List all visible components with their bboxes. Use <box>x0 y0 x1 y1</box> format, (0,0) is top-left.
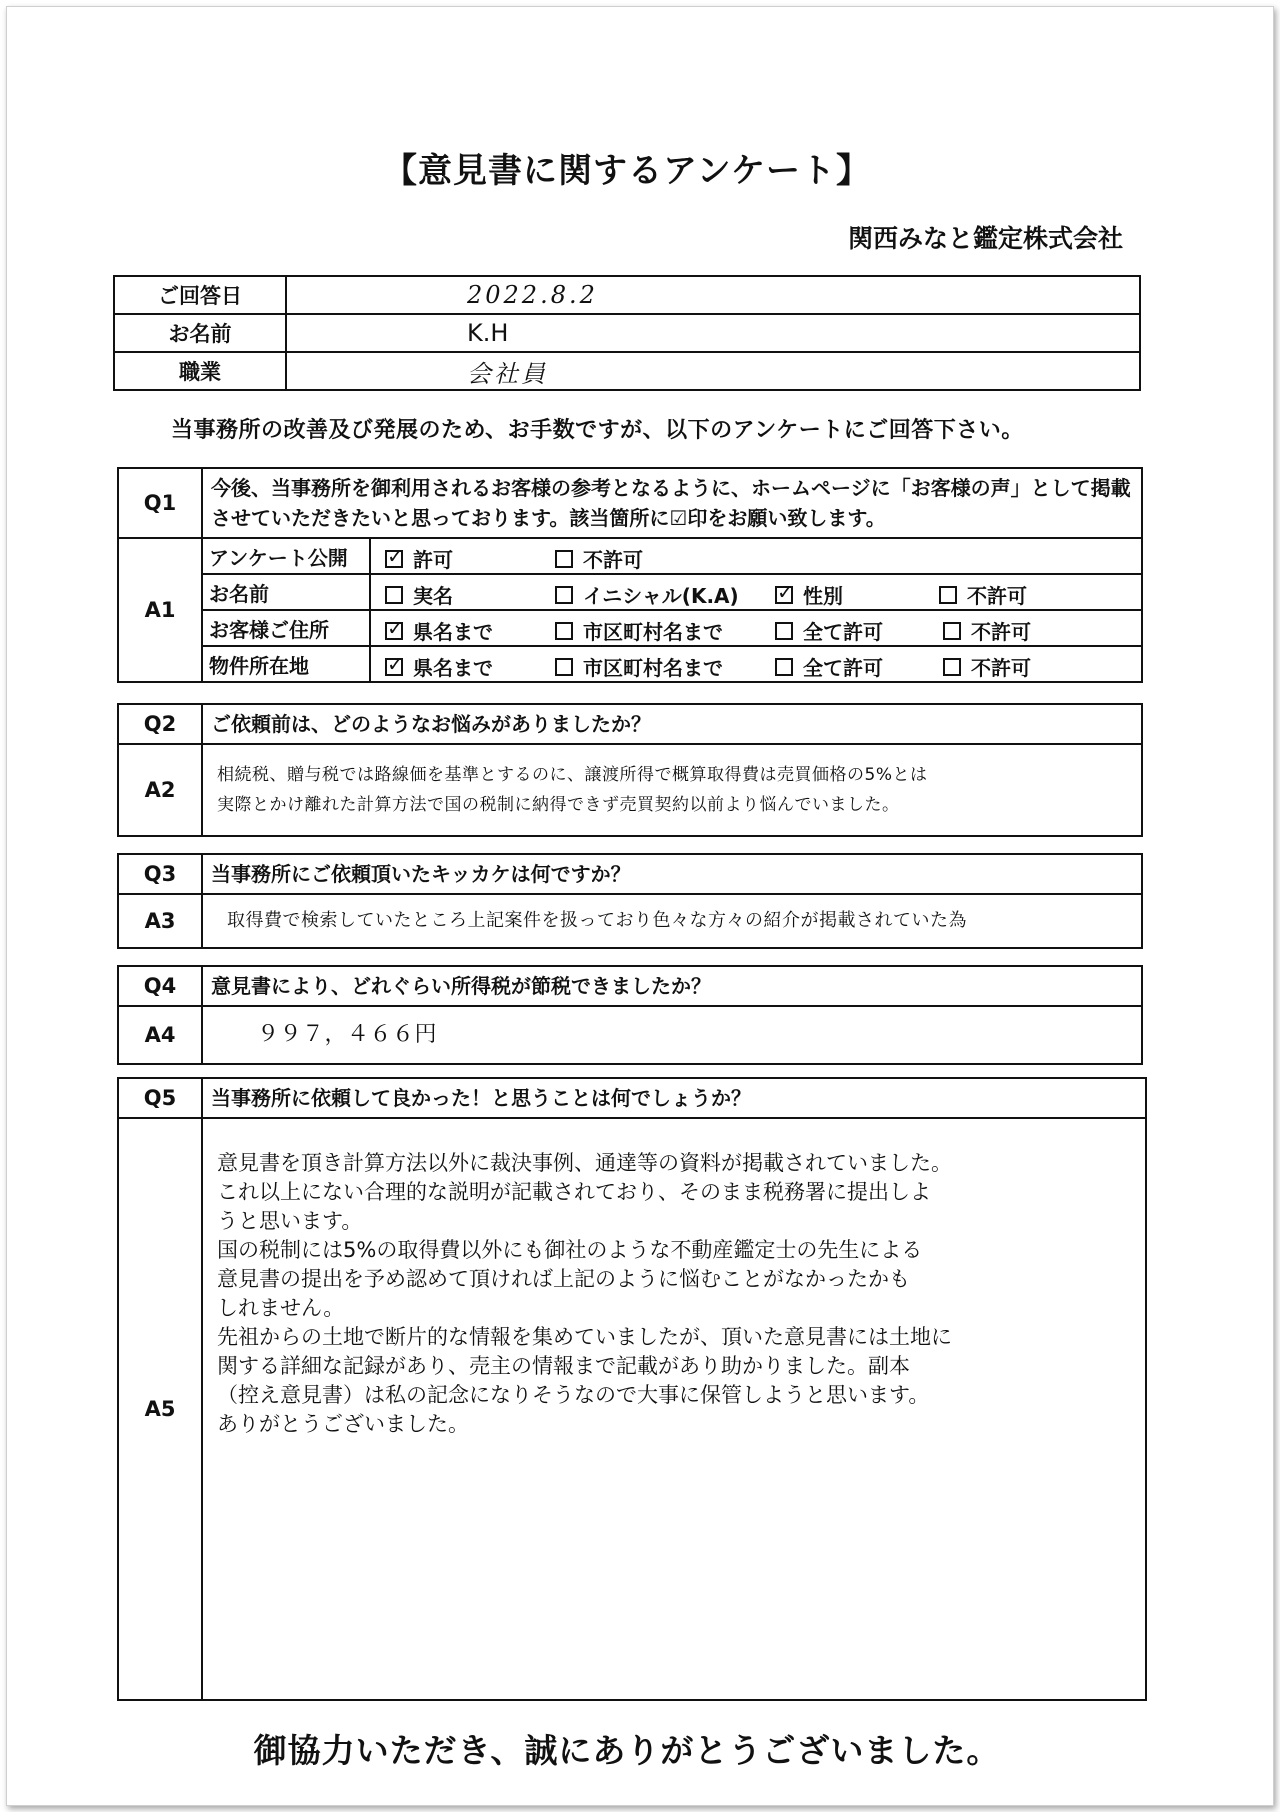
respondent-info-table <box>113 275 1141 391</box>
a5-line: ありがとうございました。 <box>217 1412 469 1436</box>
checkbox-empty-icon <box>555 550 573 568</box>
checkbox-checked-icon <box>385 658 403 676</box>
name-label: お名前 <box>114 314 286 352</box>
option-label: 市区町村名まで <box>583 620 723 644</box>
info-row-date <box>114 276 1140 314</box>
option-label: 不許可 <box>583 548 643 572</box>
a2-text <box>202 744 1142 836</box>
q3-label: Q3 <box>118 854 202 894</box>
company-name: 関西みなと鑑定株式会社 <box>847 224 1123 253</box>
option-real-name[interactable] <box>385 580 453 609</box>
q1-table <box>117 467 1143 683</box>
q2-row <box>118 704 1142 744</box>
option-label: 全て許可 <box>803 620 883 644</box>
option-label: 不許可 <box>967 584 1027 608</box>
a5-row <box>118 1118 1146 1700</box>
option-label: 許可 <box>413 548 453 572</box>
checkbox-empty-icon <box>775 658 793 676</box>
q5-text: 当事務所に依頼して良かった！と思うことは何でしょうか？ <box>202 1078 1146 1118</box>
checkbox-checked-icon <box>385 550 403 568</box>
q4-row <box>118 966 1142 1006</box>
a1-row-1 <box>118 574 1142 610</box>
option-label: 市区町村名まで <box>583 656 723 680</box>
q4-label: Q4 <box>118 966 202 1006</box>
a2-row <box>118 744 1142 836</box>
option-city[interactable] <box>555 652 723 681</box>
q1-text: 今後、当事務所を御利用されるお客様の参考となるように、ホームページに「お客様の声」として掲載させていただきたいと思っております。該当箇所に☑印をお願い致します。 <box>202 468 1142 538</box>
a1-row-2 <box>118 610 1142 646</box>
checkbox-empty-icon <box>555 622 573 640</box>
a1-options-name <box>370 574 1142 610</box>
option-label: 実名 <box>413 584 453 608</box>
a1-key-name: お名前 <box>202 574 370 610</box>
a5-line: 関する詳細な記録があり、売主の情報まで記載があり助かりました。副本 <box>217 1354 910 1378</box>
job-value: 会社員 <box>286 352 1140 390</box>
option-name-deny[interactable] <box>939 580 1027 609</box>
option-address-deny[interactable] <box>943 616 1031 645</box>
info-row-name <box>114 314 1140 352</box>
a4-text: ９９７，４６６円 <box>202 1006 1142 1064</box>
q2-label: Q2 <box>118 704 202 744</box>
option-city[interactable] <box>555 616 723 645</box>
a5-line: うと思います。 <box>217 1209 363 1233</box>
a3-text: 取得費で検索していたところ上記案件を扱っており色々な方々の紹介が掲載されていた為 <box>202 894 1142 948</box>
q5-row <box>118 1078 1146 1118</box>
q5-table <box>117 1077 1147 1701</box>
a1-label: A1 <box>118 538 202 682</box>
a5-line: 意見書の提出を予め認めて頂ければ上記のように悩むことがなかったかも <box>217 1267 910 1291</box>
q3-table <box>117 853 1143 949</box>
page-title: 【意見書に関するアンケート】 <box>383 151 871 191</box>
q5-label: Q5 <box>118 1078 202 1118</box>
survey-sheet <box>6 6 1274 1806</box>
closing-message: 御協力いただき、誠にありがとうございました。 <box>253 1731 1001 1770</box>
a2-label: A2 <box>118 744 202 836</box>
job-label: 職業 <box>114 352 286 390</box>
option-label: 不許可 <box>971 620 1031 644</box>
date-label: ご回答日 <box>114 276 286 314</box>
option-label: 県名まで <box>413 620 493 644</box>
a1-key-property: 物件所在地 <box>202 646 370 682</box>
option-all[interactable] <box>775 616 883 645</box>
option-prefecture[interactable] <box>385 652 493 681</box>
option-permit[interactable] <box>385 544 453 573</box>
a3-row <box>118 894 1142 948</box>
info-row-job <box>114 352 1140 390</box>
a1-options-property <box>370 646 1142 682</box>
q3-row <box>118 854 1142 894</box>
a2-line: 相続税、贈与税では路線価を基準とするのに、譲渡所得で概算取得費は売買価格の5%とは <box>217 765 928 785</box>
option-label: 県名まで <box>413 656 493 680</box>
a1-row-0 <box>118 538 1142 574</box>
a4-row <box>118 1006 1142 1064</box>
checkbox-checked-icon <box>385 622 403 640</box>
a3-label: A3 <box>118 894 202 948</box>
option-gender[interactable] <box>775 580 843 609</box>
a2-line: 実際とかけ離れた計算方法で国の税制に納得できず売買契約以前より悩んでいました。 <box>217 795 900 815</box>
q3-text: 当事務所にご依頼頂いたキッカケは何ですか？ <box>202 854 1142 894</box>
a5-line: 先祖からの土地で断片的な情報を集めていましたが、頂いた意見書には土地に <box>217 1325 952 1349</box>
a5-label: A5 <box>118 1118 202 1700</box>
q4-text: 意見書により、どれぐらい所得税が節税できましたか？ <box>202 966 1142 1006</box>
checkbox-empty-icon <box>555 658 573 676</box>
q4-table <box>117 965 1143 1065</box>
a1-options-address <box>370 610 1142 646</box>
intro-text: 当事務所の改善及び発展のため、お手数ですが、以下のアンケートにご回答下さい。 <box>171 418 1024 443</box>
option-label: 全て許可 <box>803 656 883 680</box>
checkbox-empty-icon <box>943 622 961 640</box>
a1-row-3 <box>118 646 1142 682</box>
name-value: K.H <box>286 314 1140 352</box>
a5-text <box>202 1118 1146 1700</box>
option-deny[interactable] <box>555 544 643 573</box>
a5-line: これ以上にない合理的な説明が記載されており、そのまま税務署に提出しよ <box>217 1180 931 1204</box>
q2-table <box>117 703 1143 837</box>
option-property-deny[interactable] <box>943 652 1031 681</box>
checkbox-empty-icon <box>555 586 573 604</box>
a1-key-publish: アンケート公開 <box>202 538 370 574</box>
a5-line: 国の税制には5%の取得費以外にも御社のような不動産鑑定士の先生による <box>217 1238 923 1262</box>
q2-text: ご依頼前は、どのようなお悩みがありましたか？ <box>202 704 1142 744</box>
option-label: 不許可 <box>971 656 1031 680</box>
checkbox-empty-icon <box>775 622 793 640</box>
a5-line: （控え意見書）は私の記念になりそうなので大事に保管しようと思います。 <box>217 1383 930 1407</box>
a4-label: A4 <box>118 1006 202 1064</box>
a5-line: しれません。 <box>217 1296 345 1320</box>
option-initials[interactable] <box>555 580 739 609</box>
checkbox-checked-icon <box>775 586 793 604</box>
a1-key-address: お客様ご住所 <box>202 610 370 646</box>
option-label: 性別 <box>803 584 843 608</box>
q1-label: Q1 <box>118 468 202 538</box>
option-prefecture[interactable] <box>385 616 493 645</box>
a5-line: 意見書を頂き計算方法以外に裁決事例、通達等の資料が掲載されていました。 <box>217 1151 952 1175</box>
date-value: 2022.8.2 <box>286 276 1140 314</box>
checkbox-empty-icon <box>939 586 957 604</box>
q1-row <box>118 468 1142 538</box>
option-all[interactable] <box>775 652 883 681</box>
a1-options-publish <box>370 538 1142 574</box>
option-label: イニシャル(K.A) <box>583 584 739 608</box>
checkbox-empty-icon <box>385 586 403 604</box>
checkbox-empty-icon <box>943 658 961 676</box>
